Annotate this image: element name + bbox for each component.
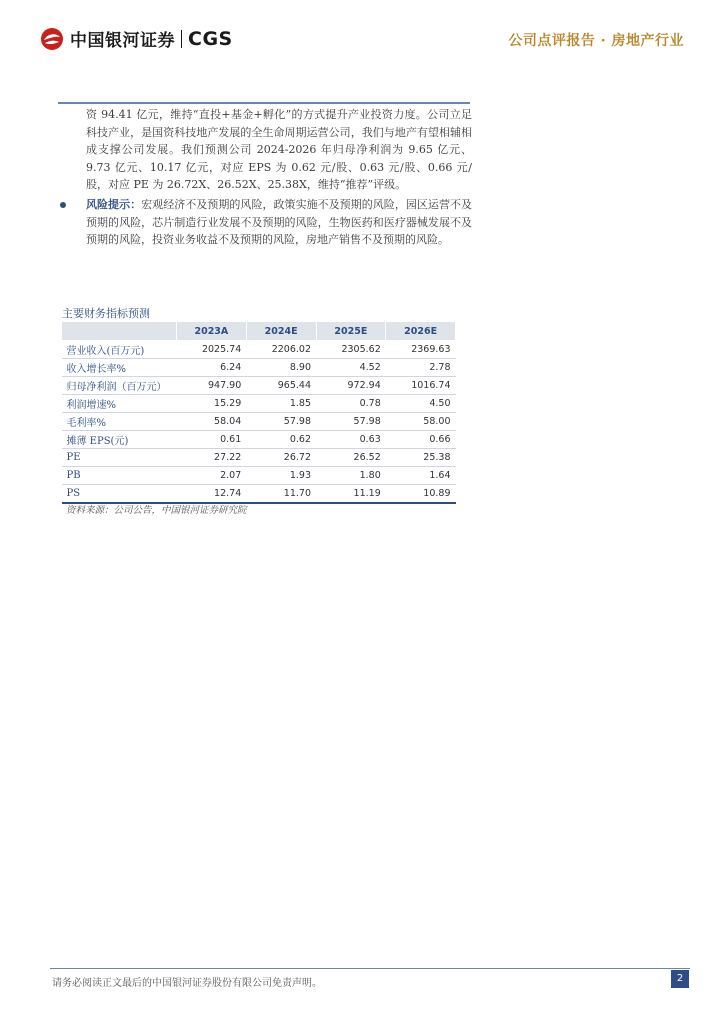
table-cell: 1.80 [316, 467, 386, 485]
table-row [62, 449, 456, 467]
risk-label: 风险提示： [86, 198, 142, 211]
table-cell: 965.44 [246, 377, 316, 395]
row-label: PB [62, 467, 177, 485]
table-cell: 1.93 [246, 467, 316, 485]
table-cell: 2.78 [386, 359, 456, 377]
top-divider [58, 102, 470, 104]
table-row [62, 359, 456, 377]
table-cell: 12.74 [177, 485, 247, 504]
row-label: 毛利率% [62, 413, 177, 431]
table-cell: 0.61 [177, 431, 247, 449]
report-type-label: 公司点评报告 · 房地产行业 [508, 33, 684, 49]
table-cell: 1.64 [386, 467, 456, 485]
table-cell: 26.72 [246, 449, 316, 467]
table-row [62, 467, 456, 485]
table-cell: 2305.62 [316, 341, 386, 359]
table-cell: 15.29 [177, 395, 247, 413]
table-cell: 2206.02 [246, 341, 316, 359]
column-header: 2024E [246, 322, 316, 341]
page-number: 2 [671, 970, 689, 988]
column-header: 2023A [177, 322, 247, 341]
bullet-dot-icon [60, 202, 66, 208]
row-label: PS [62, 485, 177, 504]
table-cell: 0.63 [316, 431, 386, 449]
column-header: 2025E [316, 322, 386, 341]
table-cell: 8.90 [246, 359, 316, 377]
table-cell: 58.00 [386, 413, 456, 431]
table-cell: 0.66 [386, 431, 456, 449]
row-label: 收入增长率% [62, 359, 177, 377]
table-cell: 10.89 [386, 485, 456, 504]
table-row [62, 431, 456, 449]
row-label: 利润增速% [62, 395, 177, 413]
logo-english-name: CGS [188, 27, 233, 50]
table-row [62, 341, 456, 359]
footer-disclaimer: 请务必阅读正文最后的中国银河证券股份有限公司免责声明。 [52, 978, 322, 989]
table-row [62, 395, 456, 413]
table-cell: 1016.74 [386, 377, 456, 395]
table-title: 主要财务指标预测 [62, 307, 150, 320]
table-cell: 2369.63 [386, 341, 456, 359]
financial-forecast-table [61, 321, 456, 504]
galaxy-logo-icon [40, 27, 64, 51]
risk-text: 宏观经济不及预期的风险，政策实施不及预期的风险，园区运营不及预期的风险，芯片制造行业发展不及预期的风险，生物医药和医疗器械发展不及预期的风险，投资业务收益不及预期的风险，房地产销售不及预期的风险。 [86, 198, 473, 246]
company-logo [40, 26, 233, 51]
rating-paragraph: 资 94.41 亿元，维持“直投+基金+孵化”的方式提升产业投资力度。公司立足科技产业，是国资科技地产发展的全生命周期运营公司，我们与地产有望相辅相成支撑公司发展。我们预测公司 2024-2026 年归母净利润为 9.65 亿元、9.73 亿元、10.17 亿元，对应 EPS 为 0.62 元/股、0.63 元/股、0.66 元/股，对应 PE 为 26.72X、26.52X、25.38X，维持“推荐”评级。 [86, 108, 472, 191]
table-cell: 27.22 [177, 449, 247, 467]
table-header-row [62, 322, 456, 341]
table-row [62, 413, 456, 431]
table-cell: 6.24 [177, 359, 247, 377]
table-cell: 57.98 [246, 413, 316, 431]
table-cell: 2.07 [177, 467, 247, 485]
table-cell: 0.78 [316, 395, 386, 413]
table-cell: 972.94 [316, 377, 386, 395]
table-cell: 11.70 [246, 485, 316, 504]
table-source-note: 资料来源：公司公告，中国银河证券研究院 [66, 505, 247, 516]
table-cell: 1.85 [246, 395, 316, 413]
row-label: 摊薄 EPS(元) [62, 431, 177, 449]
table-row [62, 377, 456, 395]
table-header-corner [62, 322, 177, 341]
table-cell: 4.50 [386, 395, 456, 413]
table-cell: 25.38 [386, 449, 456, 467]
logo-chinese-name: 中国银河证券 [70, 31, 175, 51]
table-cell: 57.98 [316, 413, 386, 431]
risk-paragraph [86, 196, 472, 249]
row-label: 归母净利润（百万元） [62, 377, 177, 395]
row-label: PE [62, 449, 177, 467]
footer-divider [50, 968, 690, 969]
table-cell: 58.04 [177, 413, 247, 431]
table-cell: 4.52 [316, 359, 386, 377]
page-header [0, 0, 724, 70]
table-cell: 2025.74 [177, 341, 247, 359]
table-cell: 26.52 [316, 449, 386, 467]
table-cell: 947.90 [177, 377, 247, 395]
table-cell: 0.62 [246, 431, 316, 449]
table-cell: 11.19 [316, 485, 386, 504]
logo-divider [181, 30, 182, 48]
table-row [62, 485, 456, 504]
column-header: 2026E [386, 322, 456, 341]
row-label: 营业收入(百万元) [62, 341, 177, 359]
